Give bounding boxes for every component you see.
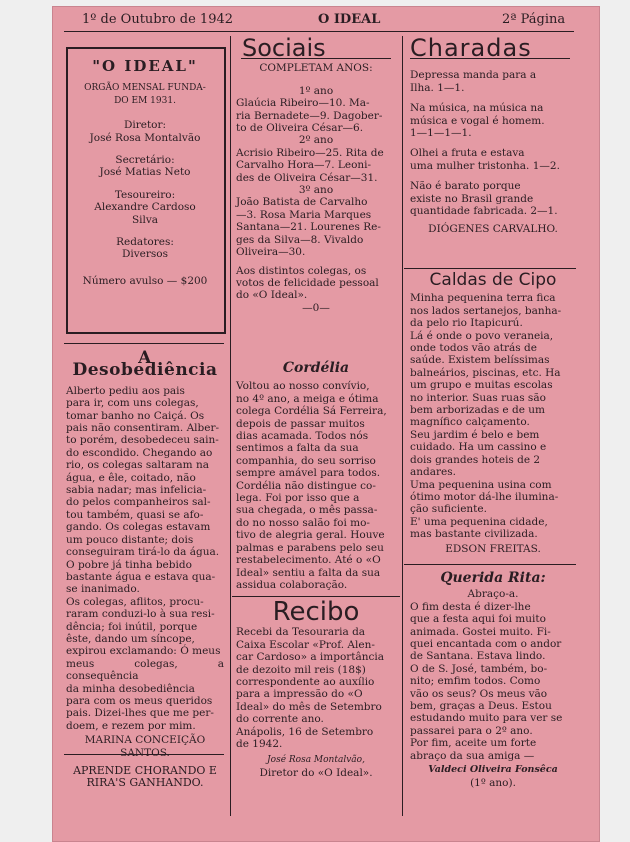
- birthday-line: Acrisio Ribeiro—25. Rita de: [236, 146, 384, 159]
- caldas-title: Caldas de Cipo: [429, 270, 557, 290]
- column-divider-right: [402, 36, 403, 816]
- querida-title: Querida Rita:: [440, 570, 546, 586]
- birthday-line: ges da Silva—8. Vivaldo: [236, 233, 364, 246]
- text-line: assidua colaboração.: [236, 578, 348, 591]
- text-line: Recebi da Tesouraria da: [236, 626, 366, 639]
- birthday-line: to de Oliveira César—6.: [236, 122, 364, 135]
- text-line: para ir, com uns colegas,: [66, 397, 199, 410]
- text-line: Minha pequenina terra fica: [410, 292, 556, 305]
- querida-body: [410, 601, 576, 762]
- text-line: restabelecimento. Até o «O: [236, 554, 381, 567]
- text-line: expirou exclamando: Ó meus: [66, 645, 221, 658]
- text-line: palmas e parabens pelo seu: [236, 541, 384, 554]
- recibo-title: Recibo: [272, 597, 360, 627]
- text-line: vão os seus? Os meus vão: [410, 687, 548, 700]
- text-line: da minha desobediência: [66, 682, 195, 695]
- text-line: pais. Dizei-lhes que me per-: [66, 707, 214, 720]
- proverb-line-2: RIRA'S GANHANDO.: [86, 776, 204, 790]
- cordelia-title: Cordélia: [282, 360, 350, 376]
- text-line: do pelos companheiros sal-: [66, 496, 211, 509]
- text-line: de Santana. Estava lindo.: [410, 650, 546, 663]
- recibo-signature: José Rosa Montalvão,: [267, 755, 365, 766]
- column-divider-left: [230, 36, 231, 816]
- text-line: sentimos a falta da sua: [236, 442, 359, 455]
- text-line: colega Cordélia Sá Ferreira,: [236, 405, 387, 418]
- text-line: dias acamada. Todos nós: [236, 430, 369, 443]
- charada-4: [410, 180, 576, 217]
- text-line: companhia, do seu sorriso: [236, 454, 376, 467]
- text-line: raram conduzi-lo à sua resi-: [66, 608, 215, 621]
- text-line: Por fim, aceite um forte: [410, 737, 537, 750]
- charada-3: [410, 147, 576, 172]
- desobediencia-author: MARINA CONCEIÇÃO: [84, 734, 206, 747]
- text-line: Cordélia não distingue co-: [236, 479, 376, 492]
- text-line: lega. Foi por isso que a: [236, 492, 360, 505]
- text-line: conseguiram tirá-lo da água.: [66, 546, 220, 559]
- desobediencia-body: [66, 385, 224, 732]
- text-line: que a festa aqui foi muito: [410, 613, 546, 626]
- editors-label: Redatores:: [116, 236, 174, 249]
- text-line: da pelo rio Itapicurú.: [410, 317, 523, 330]
- birthday-line: Carvalho Hora—7. Leoni-: [236, 159, 372, 172]
- charada-line: uma mulher tristonha. 1—2.: [410, 159, 560, 172]
- page-header: [62, 8, 574, 32]
- editors-name: Diversos: [121, 248, 169, 261]
- article-desobediencia: [66, 348, 224, 759]
- text-line: êste, dando um síncope,: [66, 632, 195, 645]
- recibo-body: [236, 626, 396, 750]
- sociais-rule: [241, 58, 391, 59]
- text-line: onde todos vão atrás de: [410, 342, 537, 355]
- birthday-line: Glaúcia Ribeiro—10. Ma-: [236, 97, 370, 110]
- text-line: animada. Gostei muito. Fi-: [410, 625, 551, 638]
- text-line: para a impressão do «O: [236, 688, 363, 701]
- director-label: Diretor:: [123, 119, 167, 132]
- recibo-role: Diretor do «O Ideal».: [259, 766, 373, 779]
- masthead-subtitle-2: DO EM 1931.: [114, 95, 176, 106]
- masthead-rule: [64, 343, 224, 344]
- charada-line: Não é barato porque: [410, 180, 521, 193]
- charada-line: música e vogal é homem.: [410, 114, 545, 127]
- text-line: estudando muito para ver se: [410, 712, 563, 725]
- treasurer-name-1: Alexandre Cardoso: [94, 201, 196, 214]
- text-line: Voltou ao nosso convívio,: [236, 380, 370, 393]
- text-line: bem, graças a Deus. Estou: [410, 700, 552, 713]
- text-line: O fim desta é dizer-lhe: [410, 600, 531, 613]
- text-line: votos de felicidade pessoal: [236, 276, 379, 289]
- text-line: tivo de alegria geral. Houve: [236, 529, 385, 542]
- sociais-closing: [236, 265, 396, 302]
- proverb-line-1: APRENDE CHORANDO E: [73, 764, 217, 777]
- text-line: rio, os colegas saltaram na: [66, 459, 209, 472]
- sociais-subtitle: COMPLETAM ANOS:: [259, 62, 373, 75]
- text-line: tomar banho no Caiçá. Os: [66, 409, 205, 422]
- text-line: de 1942.: [236, 738, 283, 751]
- text-line: Uma pequenina usina com: [410, 478, 552, 491]
- charada-line: Ilha. 1—1.: [410, 81, 465, 94]
- year1-list: [236, 97, 396, 134]
- querida-rule: [404, 564, 576, 565]
- birthday-line: des de Oliveira César—31.: [236, 171, 378, 184]
- caldas-author: EDSON FREITAS.: [445, 542, 541, 555]
- text-line: gando. Os colegas estavam: [66, 521, 211, 534]
- text-line: Lá é onde o povo veraneia,: [410, 329, 554, 342]
- charada-1: [410, 69, 576, 94]
- page-number: 2ª Página: [502, 12, 566, 27]
- text-line: Anápolis, 16 de Setembro: [236, 725, 374, 738]
- masthead-name: "O IDEAL": [92, 57, 198, 75]
- text-line: passarei para o 2º ano.: [410, 724, 533, 737]
- year3-label: 3º ano: [298, 184, 334, 197]
- issue-price: Número avulso — $200: [82, 274, 208, 287]
- year2-label: 2º ano: [298, 134, 334, 147]
- desobediencia-title: A Desobediência: [72, 348, 218, 381]
- text-line: nito; emfim todos. Como: [410, 675, 541, 688]
- text-line: se inanimado.: [66, 583, 140, 596]
- year2-list: [236, 147, 396, 184]
- charada-line: quantidade fabricada. 2—1.: [410, 205, 558, 218]
- article-caldas: [410, 270, 576, 555]
- masthead: [70, 57, 220, 287]
- caldas-body: [410, 292, 576, 540]
- text-line: Caixa Escolar «Prof. Alen-: [236, 638, 375, 651]
- charada-line: Depressa manda para a: [410, 69, 537, 82]
- birthday-line: ria Bernadete—9. Dagober-: [236, 109, 383, 122]
- text-line: no 4º ano, a meiga e ótima: [236, 392, 379, 405]
- text-line: um pouco distante; dois: [66, 533, 194, 546]
- text-line: Os colegas, aflitos, procu-: [66, 595, 204, 608]
- text-line: O de S. José, também, bo-: [410, 662, 548, 675]
- text-line: ção suficiente.: [410, 503, 487, 516]
- treasurer-name-2: Silva: [131, 213, 159, 226]
- charadas-author: DIÓGENES CARVALHO.: [428, 223, 558, 236]
- text-line: E' uma pequenina cidade,: [410, 515, 548, 528]
- text-line: Ideal» sentiu a falta da sua: [236, 566, 381, 579]
- text-line: bem arborizadas e de um: [410, 404, 545, 417]
- birthday-line: —3. Rosa Maria Marques: [236, 208, 372, 221]
- proverb: [66, 765, 224, 790]
- text-line: sua chegada, o mês passa-: [236, 504, 378, 517]
- querida-greeting: Abraço-a.: [467, 588, 519, 601]
- text-line: Ideal» do mês de Setembro: [236, 700, 382, 713]
- article-cordelia: [236, 362, 396, 591]
- header-rule: [64, 31, 574, 32]
- text-line: no interior. Suas ruas são: [410, 391, 546, 404]
- text-line: do «O Ideal».: [236, 289, 308, 302]
- birthday-line: Santana—21. Lourenes Re-: [236, 221, 381, 234]
- text-line: água, e êle, coitado, não: [66, 471, 196, 484]
- text-line: to porém, desobedeceu sain-: [66, 434, 219, 447]
- charada-line: Na música, na música na: [410, 102, 544, 115]
- text-line: Aos distintos colegas, os: [236, 264, 367, 277]
- text-line: magnífico calçamento.: [410, 416, 530, 429]
- text-line: mas bastante civilizada.: [410, 528, 538, 541]
- treasurer-label: Tesoureiro:: [114, 188, 176, 201]
- querida-author-grade: (1º ano).: [470, 776, 516, 789]
- charadas-rule: [410, 58, 570, 59]
- text-line: saúde. Existem belíssimas: [410, 354, 550, 367]
- issue-date: 1º de Outubro de 1942: [82, 12, 234, 27]
- text-line: correspondente ao auxílio: [236, 676, 375, 689]
- director-name: José Rosa Montalvão: [89, 131, 201, 144]
- charadas-title: Charadas: [410, 34, 532, 62]
- text-line: depois de passar muitos: [236, 417, 365, 430]
- article-querida-rita: [410, 572, 576, 789]
- desobediencia-author-2: SANTOS.: [120, 746, 170, 759]
- text-line: bastante água e estava qua-: [66, 570, 216, 583]
- text-line: abraço da sua amiga —: [410, 749, 535, 762]
- caldas-rule: [404, 268, 576, 269]
- sociais-title: Sociais: [242, 34, 326, 62]
- text-line: do escondido. Chegando ao: [66, 446, 213, 459]
- sociais-separator: —0—: [302, 301, 330, 314]
- secretary-label: Secretário:: [115, 154, 175, 167]
- text-line: pais não consentiram. Alber-: [66, 422, 220, 435]
- charada-line: existe no Brasil grande: [410, 192, 534, 205]
- cordelia-body: [236, 380, 396, 591]
- year3-list: [236, 196, 396, 258]
- birthday-line: Oliveira—30.: [236, 246, 306, 259]
- text-line: meus colegas, a consequência: [66, 657, 224, 683]
- text-line: andares.: [410, 466, 456, 479]
- section-sociais: [236, 34, 396, 314]
- text-line: O pobre já tinha bebido: [66, 558, 192, 571]
- birthday-line: João Batista de Carvalho: [236, 196, 368, 209]
- querida-author: Valdeci Oliveira Fonsêca: [428, 764, 558, 776]
- text-line: doem, e rezem por mim.: [66, 719, 196, 732]
- text-line: sempre amável para todos.: [236, 467, 381, 480]
- masthead-subtitle-1: ORGÃO MENSAL FUNDA-: [84, 83, 206, 94]
- year1-label: 1º ano: [298, 84, 334, 97]
- proverb-rule-top: [64, 754, 224, 755]
- text-line: um grupo e muitas escolas: [410, 379, 553, 392]
- text-line: dência; foi inútil, porque: [66, 620, 198, 633]
- header-title: O IDEAL: [318, 12, 381, 27]
- text-line: quei encantada com o andor: [410, 638, 562, 651]
- text-line: nos lados sertanejos, banha-: [410, 304, 562, 317]
- text-line: do corrente ano.: [236, 713, 324, 726]
- text-line: dois grandes hoteis de 2: [410, 453, 541, 466]
- text-line: cuidado. Ha um cassino e: [410, 441, 547, 454]
- article-recibo: [236, 597, 396, 779]
- secretary-name: José Matias Neto: [99, 166, 191, 179]
- text-line: do no nosso salão foi mo-: [236, 516, 370, 529]
- text-line: tou também, quasi se afo-: [66, 508, 204, 521]
- charada-line: 1—1—1—1.: [410, 127, 472, 140]
- section-charadas: [410, 34, 576, 236]
- text-line: sabia nadar; mas infelicia-: [66, 484, 207, 497]
- text-line: Alberto pediu aos pais: [66, 384, 185, 397]
- charada-line: Olhei a fruta e estava: [410, 147, 525, 160]
- text-line: de dezoito mil reis (18$): [236, 663, 366, 676]
- text-line: Seu jardim é belo e bem: [410, 428, 540, 441]
- text-line: balneários, piscinas, etc. Ha: [410, 366, 561, 379]
- text-line: ótimo motor dá-lhe ilumina-: [410, 490, 559, 503]
- text-line: para com os meus queridos: [66, 694, 213, 707]
- charada-2: [410, 102, 576, 139]
- text-line: car Cardoso» a importância: [236, 651, 385, 664]
